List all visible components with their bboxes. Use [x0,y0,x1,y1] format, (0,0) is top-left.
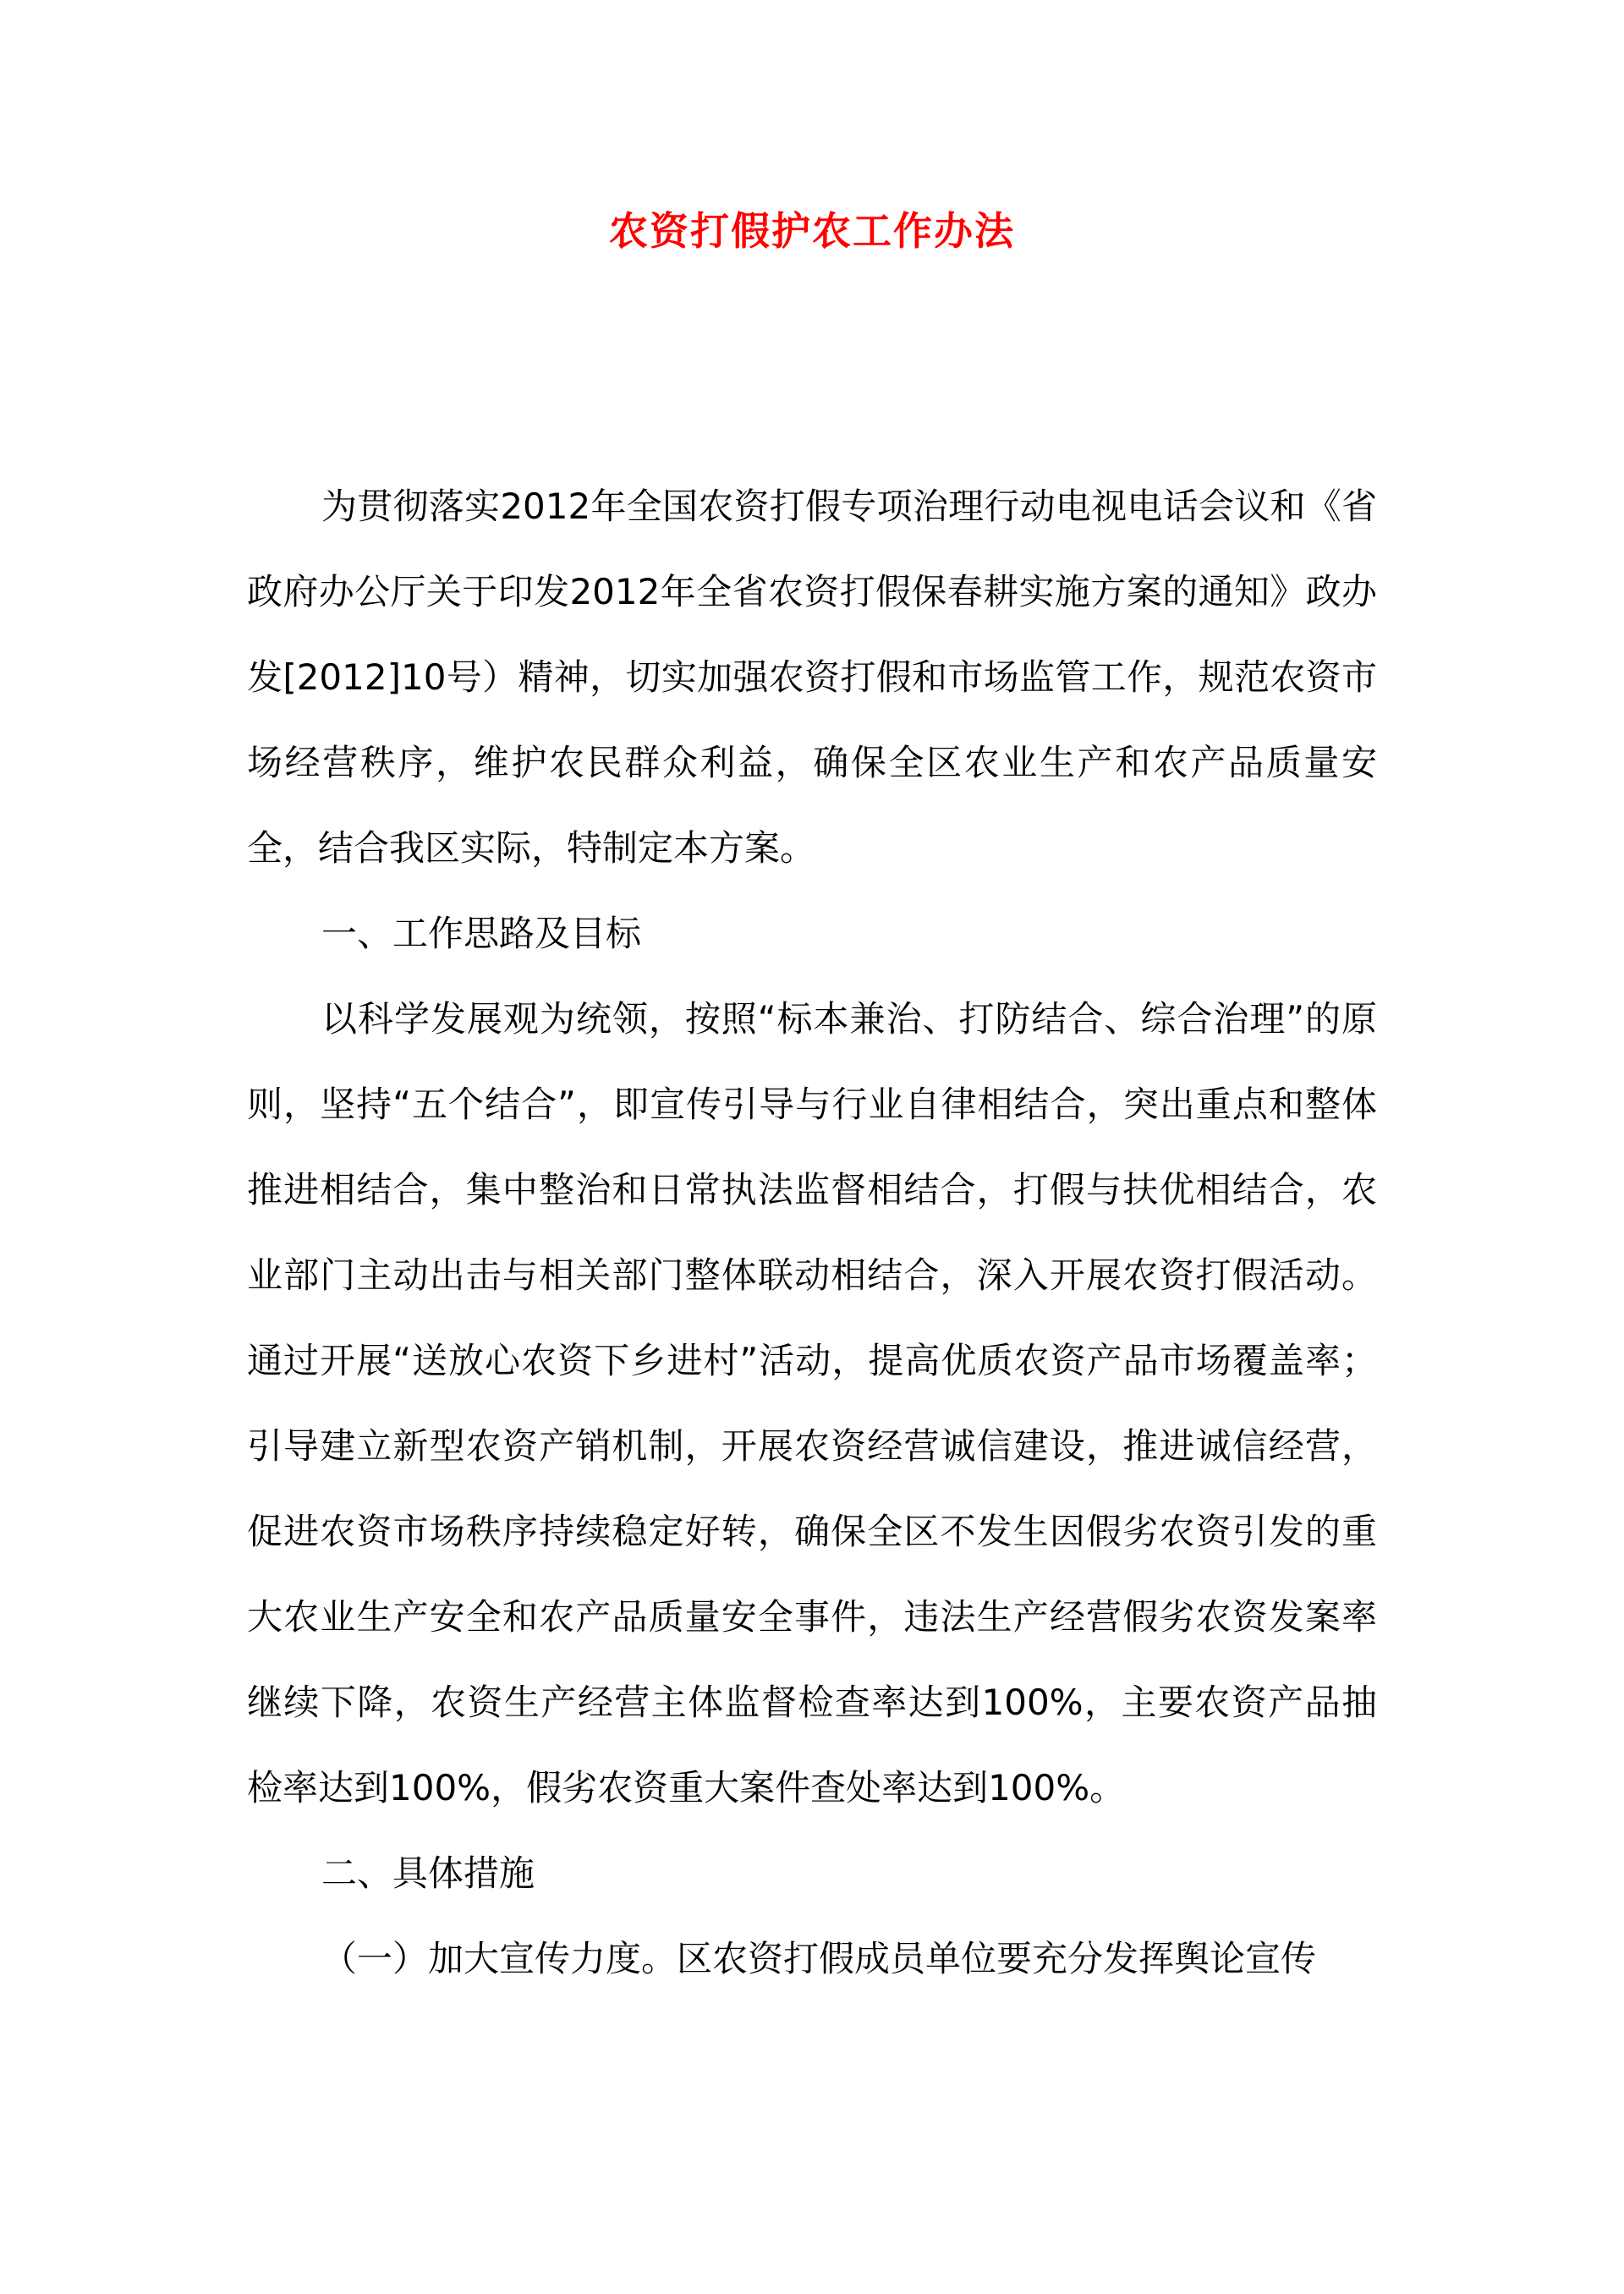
section-2-item-1: （一）加大宣传力度。区农资打假成员单位要充分发挥舆论宣传 [321,1938,1317,1979]
document-title: 农资打假护农工作办法 [609,208,1015,254]
intro-paragraph: 为贯彻落实2012年全国农资打假专项治理行动电视电话会议和《省政府办公厅关于印发2012年全省农资打假保春耕实施方案的通知》政办发[2012]10号）精神，切实加强农资打假和市场监管工作，规范农资市场经营秩序，维护农民群众利益，确保全区农业生产和农产品质量安全，结合我区实际，特制定本方案。 [247,486,1377,869]
document-body [247,464,1377,2001]
section-heading-2: 二、具体措施 [321,1852,535,1894]
section-1-paragraph: 以科学发展观为统领，按照“标本兼治、打防结合、综合治理”的原则，坚持“五个结合”，即宣传引导与行业自律相结合，突出重点和整体推进相结合，集中整治和日常执法监督相结合，打假与扶优相结合，农业部门主动出击与相关部门整体联动相结合，深入开展农资打假活动。通过开展“送放心农资下乡进村”活动，提高优质农资产品市场覆盖率；引导建立新型农资产销机制，开展农资经营诚信建设，推进诚信经营，促进农资市场秩序持续稳定好转，确保全区不发生因假劣农资引发的重大农业生产安全和农产品质量安全事件，违法生产经营假劣农资发案率继续下降，农资生产经营主体监督检查率达到100%，主要农资产品抽检率达到100%，假劣农资重大案件查处率达到100%。 [247,998,1377,1808]
section-heading-1: 一、工作思路及目标 [321,913,642,954]
